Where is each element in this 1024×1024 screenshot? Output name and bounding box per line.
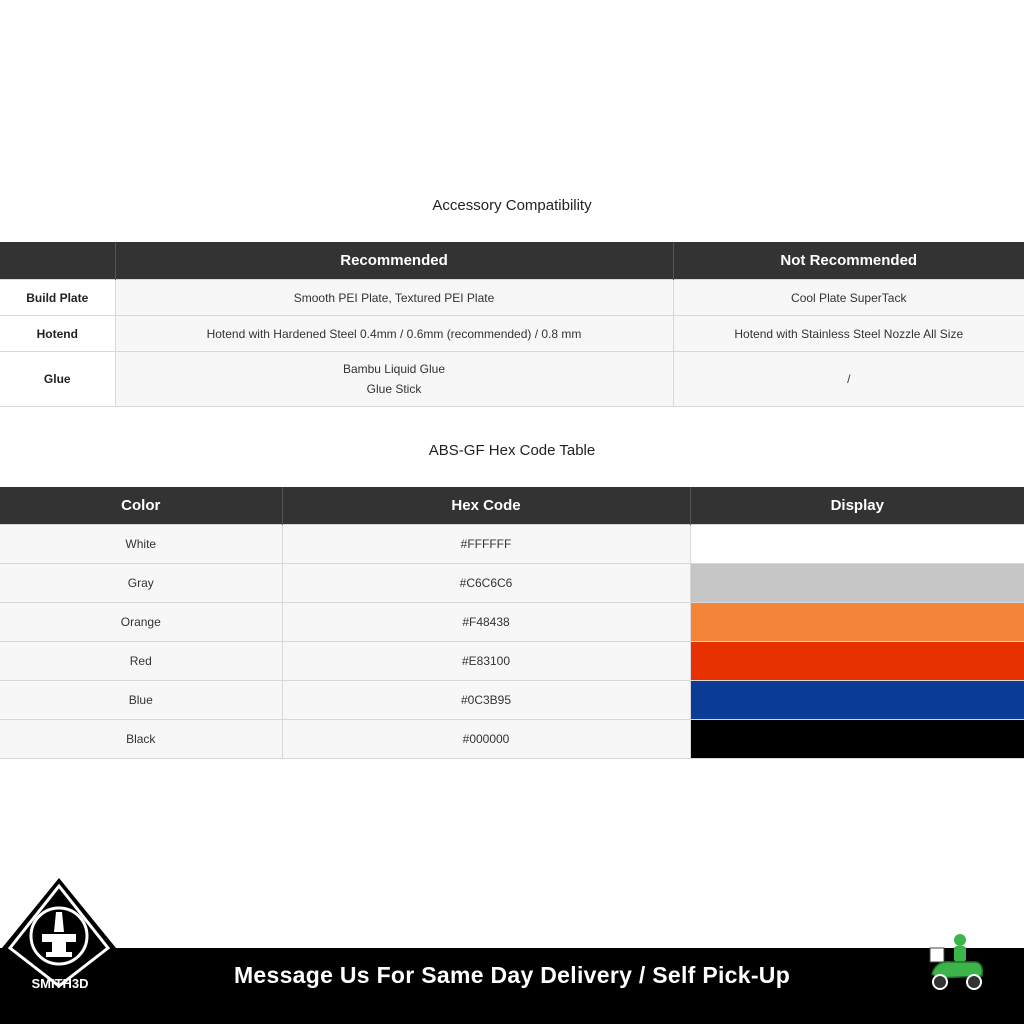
color-name-cell: Black — [0, 720, 282, 759]
table-row — [0, 642, 1024, 681]
column-header-hex-code: Hex Code — [282, 487, 690, 525]
hex-code-cell: #E83100 — [282, 642, 690, 681]
table-row — [0, 280, 1024, 316]
color-swatch — [690, 525, 1024, 564]
row-label: Hotend — [0, 316, 115, 352]
hex-code-cell: #0C3B95 — [282, 681, 690, 720]
accessory-compatibility-title: Accessory Compatibility — [432, 197, 592, 214]
column-header-display: Display — [690, 487, 1024, 525]
recommended-cell: Smooth PEI Plate, Textured PEI Plate — [115, 280, 673, 316]
table-row — [0, 525, 1024, 564]
color-name-cell: Blue — [0, 681, 282, 720]
color-swatch — [690, 642, 1024, 681]
table-row — [0, 681, 1024, 720]
column-header-recommended: Recommended — [115, 242, 673, 280]
recommended-line: Glue Stick — [366, 382, 422, 396]
hex-code-cell: #C6C6C6 — [282, 564, 690, 603]
table-header-row — [0, 487, 1024, 525]
accessory-compatibility-table — [0, 242, 1024, 407]
not-recommended-cell: / — [673, 352, 1024, 407]
hex-code-cell: #000000 — [282, 720, 690, 759]
color-name-cell: Orange — [0, 603, 282, 642]
table-row — [0, 603, 1024, 642]
table-header-row — [0, 242, 1024, 280]
hex-code-table-title: ABS-GF Hex Code Table — [428, 442, 596, 459]
recommended-cell: Hotend with Hardened Steel 0.4mm / 0.6mm (recommended) / 0.8 mm — [115, 316, 673, 352]
column-header-not-recommended: Not Recommended — [673, 242, 1024, 280]
color-swatch — [690, 681, 1024, 720]
footer-message: Message Us For Same Day Delivery / Self Pick-Up — [233, 962, 791, 988]
not-recommended-cell: Hotend with Stainless Steel Nozzle All Size — [673, 316, 1024, 352]
table-row — [0, 564, 1024, 603]
color-name-cell: Red — [0, 642, 282, 681]
table-row — [0, 352, 1024, 407]
color-swatch — [690, 564, 1024, 603]
footer-banner — [0, 948, 1024, 1024]
scooter-icon — [926, 930, 988, 994]
color-swatch — [690, 603, 1024, 642]
column-header-color: Color — [0, 487, 282, 525]
hex-code-cell: #F48438 — [282, 603, 690, 642]
hex-code-table — [0, 487, 1024, 759]
table-row — [0, 316, 1024, 352]
logo-text: SMITH3D — [31, 976, 89, 991]
not-recommended-cell: Cool Plate SuperTack — [673, 280, 1024, 316]
recommended-cell — [115, 352, 673, 407]
color-swatch — [690, 720, 1024, 759]
row-label: Glue — [0, 352, 115, 407]
color-name-cell: Gray — [0, 564, 282, 603]
color-name-cell: White — [0, 525, 282, 564]
hex-code-cell: #FFFFFF — [282, 525, 690, 564]
row-label: Build Plate — [0, 280, 115, 316]
recommended-line: Bambu Liquid Glue — [342, 362, 446, 376]
table-row — [0, 720, 1024, 759]
column-header-empty — [0, 242, 115, 280]
